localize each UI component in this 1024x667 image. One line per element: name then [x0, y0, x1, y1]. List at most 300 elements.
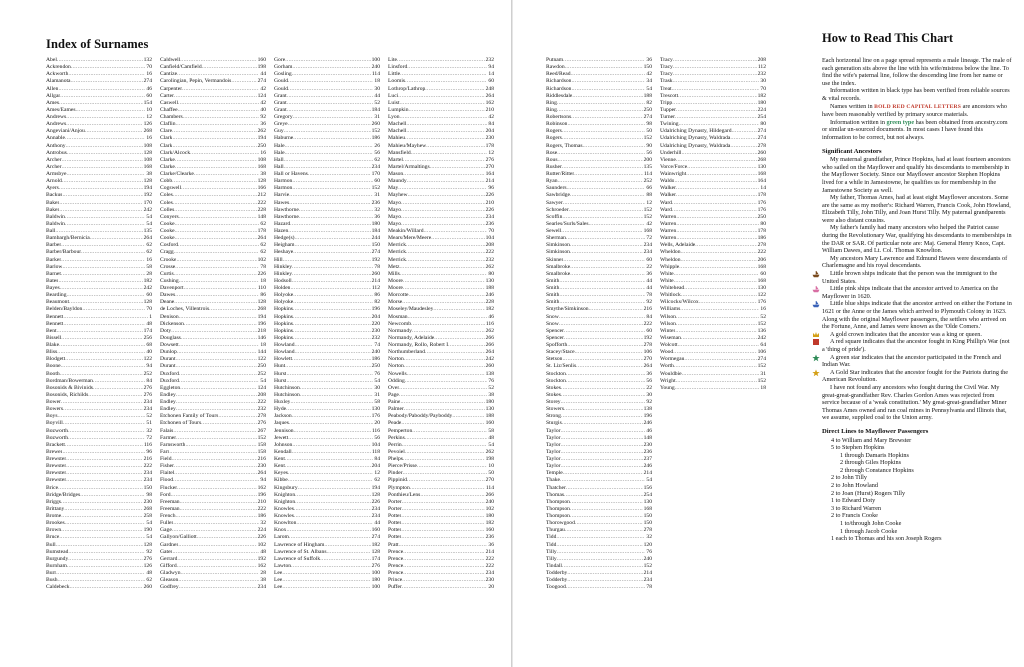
surname: Normandy [388, 327, 412, 334]
leader-dots [308, 171, 371, 178]
leader-dots [404, 406, 485, 413]
page-number: 10 [488, 463, 494, 470]
leader-dots [172, 527, 257, 534]
index-entry [46, 228, 152, 235]
leader-dots [63, 420, 146, 427]
leader-dots [673, 78, 760, 85]
surname: Curtis [160, 270, 174, 277]
leader-dots [295, 342, 374, 349]
surname: Peade [388, 420, 402, 427]
surname: Clare [160, 128, 173, 135]
page-number: 234 [371, 505, 380, 512]
pink-ship-icon [812, 285, 820, 293]
index-entry [660, 171, 766, 178]
index-title: Index of Surnames [46, 37, 149, 51]
page-number: 98 [146, 491, 152, 498]
index-entry [160, 477, 266, 484]
leader-dots [409, 292, 485, 299]
page-number: 32 [374, 206, 380, 213]
page-number: 262 [485, 263, 494, 270]
surname: Brewster [46, 477, 67, 484]
page-number: 32 [146, 427, 152, 434]
page-number: 196 [257, 491, 266, 498]
surname: Gardner [160, 541, 179, 548]
page-number: 31 [374, 192, 380, 199]
page-number: 222 [485, 249, 494, 256]
leader-dots [563, 57, 645, 64]
page-number: 62 [260, 220, 266, 227]
page-number: 88 [646, 192, 652, 199]
page-number: 56 [374, 434, 380, 441]
surname: Claflin [160, 121, 176, 128]
page-number: 234 [643, 249, 652, 256]
page-number: 206 [757, 256, 766, 263]
page-number: 274 [757, 128, 766, 135]
guide-title: How to Read This Chart [822, 31, 954, 45]
page-number: 216 [257, 456, 266, 462]
leader-dots [288, 470, 373, 477]
surname: Moore [388, 285, 403, 291]
page-number: 168 [757, 171, 766, 177]
index-entry [660, 363, 766, 370]
page-number: 186 [257, 513, 266, 519]
page-number: 16 [760, 306, 766, 313]
page-number: 276 [143, 555, 152, 562]
page-number: 72 [646, 235, 652, 242]
index-entry [46, 121, 152, 128]
page-number: 250 [257, 363, 266, 370]
page-number: 222 [257, 399, 266, 405]
surname: Thompson [546, 498, 570, 505]
surname: Knowlton [274, 520, 297, 527]
page-number: 160 [257, 57, 266, 63]
page-number: 192 [143, 192, 152, 199]
leader-dots [402, 442, 488, 449]
index-entry [274, 86, 380, 93]
page-number: 118 [371, 448, 380, 455]
surname: Conyers [160, 213, 179, 220]
surname: Taylor [546, 441, 561, 448]
index-entry [274, 463, 380, 470]
index-column [160, 57, 266, 591]
page-number: 266 [485, 334, 494, 341]
page-number: 192 [257, 555, 266, 562]
leader-dots [172, 128, 256, 135]
page-number: 102 [257, 541, 266, 548]
page-number: 60 [488, 78, 494, 85]
index-entry [388, 506, 494, 513]
index-entry [388, 114, 494, 121]
leader-dots [66, 456, 142, 463]
surname: Gregory [274, 114, 293, 120]
surname: Bennett [46, 320, 64, 327]
index-entry [46, 363, 152, 370]
page-number: 94 [146, 363, 152, 370]
index-entry [160, 549, 266, 556]
page-number: 18 [260, 277, 266, 284]
surname: Flaitel [160, 470, 175, 477]
leader-dots [674, 178, 756, 185]
page-number: 262 [485, 327, 494, 334]
surname: Bayes [46, 285, 60, 291]
surname: Hutchinson [274, 391, 300, 398]
surname: Hinkley [274, 270, 293, 277]
surname: Thompson [546, 505, 570, 512]
page-number: 156 [643, 484, 652, 491]
surname: Smith [546, 277, 560, 284]
index-entry [274, 314, 380, 321]
page-number: 60 [374, 178, 380, 185]
index-entry [160, 406, 266, 413]
page-number: 42 [488, 114, 494, 120]
page-number: 31 [374, 114, 380, 120]
page-number: 232 [371, 334, 380, 341]
leader-dots [673, 57, 757, 64]
leader-dots [576, 363, 642, 370]
index-entry [388, 356, 494, 363]
surname: Richardson [546, 78, 572, 85]
page-number: 224 [257, 527, 266, 534]
leader-dots [299, 214, 374, 221]
surname: Bliss [46, 349, 58, 356]
index-entry [160, 499, 266, 506]
index-entry [546, 527, 652, 534]
page-number: 237 [643, 456, 652, 462]
index-entry [546, 135, 652, 142]
index-entry [388, 185, 494, 192]
page-number: 114 [643, 171, 652, 177]
page-number: 182 [757, 92, 766, 99]
surname: Armsbye [46, 171, 67, 177]
significant-heading: Significant Ancestors [822, 147, 882, 155]
leader-dots [571, 78, 645, 85]
page-number: 152 [257, 434, 266, 441]
leader-dots [179, 314, 257, 321]
leader-dots [293, 135, 370, 142]
page-number: 14 [760, 185, 766, 192]
surname: Normandy, Rollo, Robert I [388, 342, 449, 348]
index-entry [160, 128, 266, 135]
surname: Baldwin [46, 220, 65, 227]
page-number: 154 [143, 99, 152, 106]
index-entry [160, 257, 266, 264]
surname: Grant [274, 99, 287, 106]
index-entry [388, 570, 494, 577]
surname: Storey [546, 399, 561, 405]
leader-dots [285, 456, 374, 463]
surname: Sewell [546, 228, 562, 234]
index-entry [274, 328, 380, 335]
direct-line-item: 5 to Stephen Hopkins [831, 444, 885, 452]
index-entry [160, 342, 266, 349]
page-number: 178 [757, 192, 766, 199]
index-entry [546, 513, 652, 520]
index-entry [160, 449, 266, 456]
index-entry [388, 86, 494, 93]
page-number: 204 [485, 128, 494, 135]
page-number: 176 [757, 206, 766, 213]
page-number: 268 [757, 156, 766, 163]
surname: Bissell [46, 334, 62, 341]
index-entry [660, 328, 766, 335]
index-entry [46, 584, 152, 591]
page-number: 54 [146, 213, 152, 220]
leader-dots [173, 477, 259, 484]
page-number: 128 [143, 299, 152, 306]
page-number: 80 [760, 121, 766, 128]
page-number: 50 [488, 470, 494, 477]
surname: Falais [160, 427, 174, 434]
index-entry [46, 200, 152, 207]
page-number: 60 [146, 292, 152, 299]
page-number: 246 [643, 420, 652, 427]
leader-dots [185, 442, 256, 449]
index-entry [660, 335, 766, 342]
page-number: 226 [485, 192, 494, 199]
surname: Williams [660, 306, 681, 313]
index-entry [274, 150, 380, 157]
page-number: 222 [143, 463, 152, 470]
index-entry [546, 86, 652, 93]
leader-dots [676, 235, 756, 242]
page-number: 30 [374, 85, 380, 92]
surname: Wormegau [660, 356, 685, 363]
index-entry [388, 221, 494, 228]
page-number: 274 [143, 78, 152, 85]
surname: Blodgett [46, 356, 66, 363]
index-entry [46, 207, 152, 214]
index-entry [660, 71, 766, 78]
leader-dots [401, 200, 485, 207]
index-entry [546, 413, 652, 420]
surname: Clarke [160, 163, 175, 170]
leader-dots [172, 135, 256, 142]
surname: Denison [160, 313, 179, 320]
surname: Udalriching Dynasty, Waldrada [660, 142, 731, 149]
leader-dots [403, 570, 484, 577]
surname: Ford [160, 491, 171, 498]
surname: Lite [388, 57, 398, 63]
surname: Maundy [388, 178, 407, 185]
page-number: 54 [646, 477, 652, 484]
surname: Barber/Barbour [46, 249, 82, 256]
leader-dots [288, 121, 371, 128]
page-number: 234 [485, 213, 494, 220]
index-entry [46, 171, 152, 178]
index-entry [274, 285, 380, 292]
page-number: 264 [485, 349, 494, 356]
page-number: 16 [146, 135, 152, 142]
surname: Bumstead [46, 548, 69, 555]
index-entry [160, 292, 266, 299]
page-number: 214 [643, 570, 652, 576]
surname: Brewster [46, 463, 67, 470]
page-number: 188 [485, 413, 494, 420]
surname: Phelps [388, 456, 403, 462]
index-entry [546, 157, 652, 164]
page-number: 152 [643, 213, 652, 220]
leader-dots [570, 192, 645, 199]
leader-dots [285, 363, 370, 370]
leader-dots [231, 78, 256, 85]
leader-dots [681, 150, 756, 157]
leader-dots [179, 371, 257, 378]
index-entry [388, 299, 494, 306]
index-entry [160, 200, 266, 207]
page-number: 234 [485, 570, 494, 576]
leader-dots [288, 435, 373, 442]
leader-dots [289, 534, 371, 541]
surname: Gore [274, 57, 286, 63]
surname: Walker [660, 192, 677, 199]
surname: Thomas [546, 491, 565, 498]
surname: Potter [388, 520, 402, 527]
surname: Simkinson [546, 249, 570, 256]
page-number: 54 [146, 220, 152, 227]
leader-dots [403, 549, 484, 556]
leader-dots [71, 64, 146, 71]
page-number: 86 [374, 292, 380, 299]
leader-dots [61, 271, 145, 278]
surname: Taylor [546, 456, 561, 462]
page-number: 30 [374, 384, 380, 391]
leader-dots [80, 492, 145, 499]
leader-dots [557, 107, 643, 114]
guide-intro-3: Names written in BOLD RED CAPITAL LETTERS are ancestors who have been reasonably verified by primary source materials. [822, 102, 1007, 119]
page-number: 152 [643, 206, 652, 213]
surname: Turner [660, 114, 676, 120]
leader-dots [407, 178, 485, 185]
surname: Gleason [160, 577, 179, 584]
index-entry [160, 157, 266, 164]
index-entry [388, 385, 494, 392]
leader-dots [295, 242, 371, 249]
surname: Harmon [274, 185, 293, 192]
surname: Ryan [546, 178, 558, 185]
page-number: 58 [488, 427, 494, 434]
surname: Prence [388, 562, 404, 569]
surname: Hopkins [274, 327, 293, 334]
leader-dots [293, 335, 371, 342]
surname: Knowles [274, 513, 294, 519]
surname: Gater [160, 548, 173, 555]
page-number: 266 [485, 491, 494, 498]
index-entry [388, 121, 494, 128]
index-entry [660, 150, 766, 157]
page-number: 204 [371, 463, 380, 470]
page-number: 148 [643, 434, 652, 441]
page-number: 230 [143, 498, 152, 505]
leader-dots [298, 485, 371, 492]
leader-dots [289, 420, 373, 427]
surname: Cushing [160, 277, 179, 284]
leader-dots [571, 71, 646, 78]
page-number: 182 [371, 541, 380, 548]
page-number: 54 [374, 377, 380, 384]
surname: Jennison [274, 427, 294, 434]
index-entry [160, 264, 266, 271]
index-entry [160, 456, 266, 463]
index-entry [46, 463, 152, 470]
leader-dots [173, 192, 257, 199]
index-entry [274, 435, 380, 442]
leader-dots [681, 335, 757, 342]
page-number: 32 [260, 520, 266, 527]
index-entry [160, 278, 266, 285]
surname: Sherman [546, 235, 566, 242]
index-entry [46, 399, 152, 406]
page-number: 86 [260, 292, 266, 299]
leader-dots [282, 570, 370, 577]
leader-dots [400, 271, 488, 278]
surname: Bennett [46, 313, 64, 320]
surname: Hurst [274, 370, 287, 377]
page-number: 216 [143, 456, 152, 462]
leader-dots [68, 428, 145, 435]
leader-dots [571, 114, 642, 121]
page-number: 102 [257, 256, 266, 263]
index-entry [160, 192, 266, 199]
page-number: 230 [485, 135, 494, 142]
index-entry [660, 185, 766, 192]
page-number: 150 [643, 64, 652, 71]
page-number: 260 [371, 121, 380, 128]
index-entry [546, 577, 652, 584]
leader-dots [562, 214, 642, 221]
leader-dots [61, 242, 145, 249]
leader-dots [559, 285, 645, 292]
surname: Brome [46, 513, 62, 519]
surname: Lawrence of Suffolk [274, 555, 321, 562]
index-entry [46, 185, 152, 192]
page-number: 66 [646, 185, 652, 192]
index-entry [660, 114, 766, 121]
leader-dots [409, 107, 485, 114]
index-entry [546, 171, 652, 178]
surname: Mayo [388, 206, 402, 213]
surname: Ackworth [46, 71, 69, 78]
surname: Lee [274, 584, 283, 591]
surname: Haburne [274, 135, 294, 142]
page-number: 242 [143, 206, 152, 213]
page-number: 120 [643, 541, 652, 548]
index-entry [388, 214, 494, 221]
page-number: 276 [143, 391, 152, 398]
surname: Allen [46, 85, 59, 92]
page-number: 276 [257, 420, 266, 427]
index-entry [160, 71, 266, 78]
index-entry [546, 242, 652, 249]
page-number: 62 [374, 477, 380, 484]
surname: Endley [160, 406, 176, 413]
page-number: 110 [257, 285, 266, 291]
page-number: 234 [143, 399, 152, 405]
leader-dots [61, 257, 145, 264]
surname: Morse [388, 299, 403, 306]
surname: Warren [660, 228, 677, 234]
index-entry [46, 520, 152, 527]
surname: Hale [274, 142, 285, 149]
index-entry [46, 506, 152, 513]
index-entry [46, 456, 152, 463]
index-entry [274, 563, 380, 570]
surname: Over [388, 384, 400, 391]
index-entry [388, 520, 494, 527]
index-entry [546, 506, 652, 513]
surname: Cobb [160, 178, 173, 185]
page-number: 174 [143, 327, 152, 334]
index-entry [160, 314, 266, 321]
